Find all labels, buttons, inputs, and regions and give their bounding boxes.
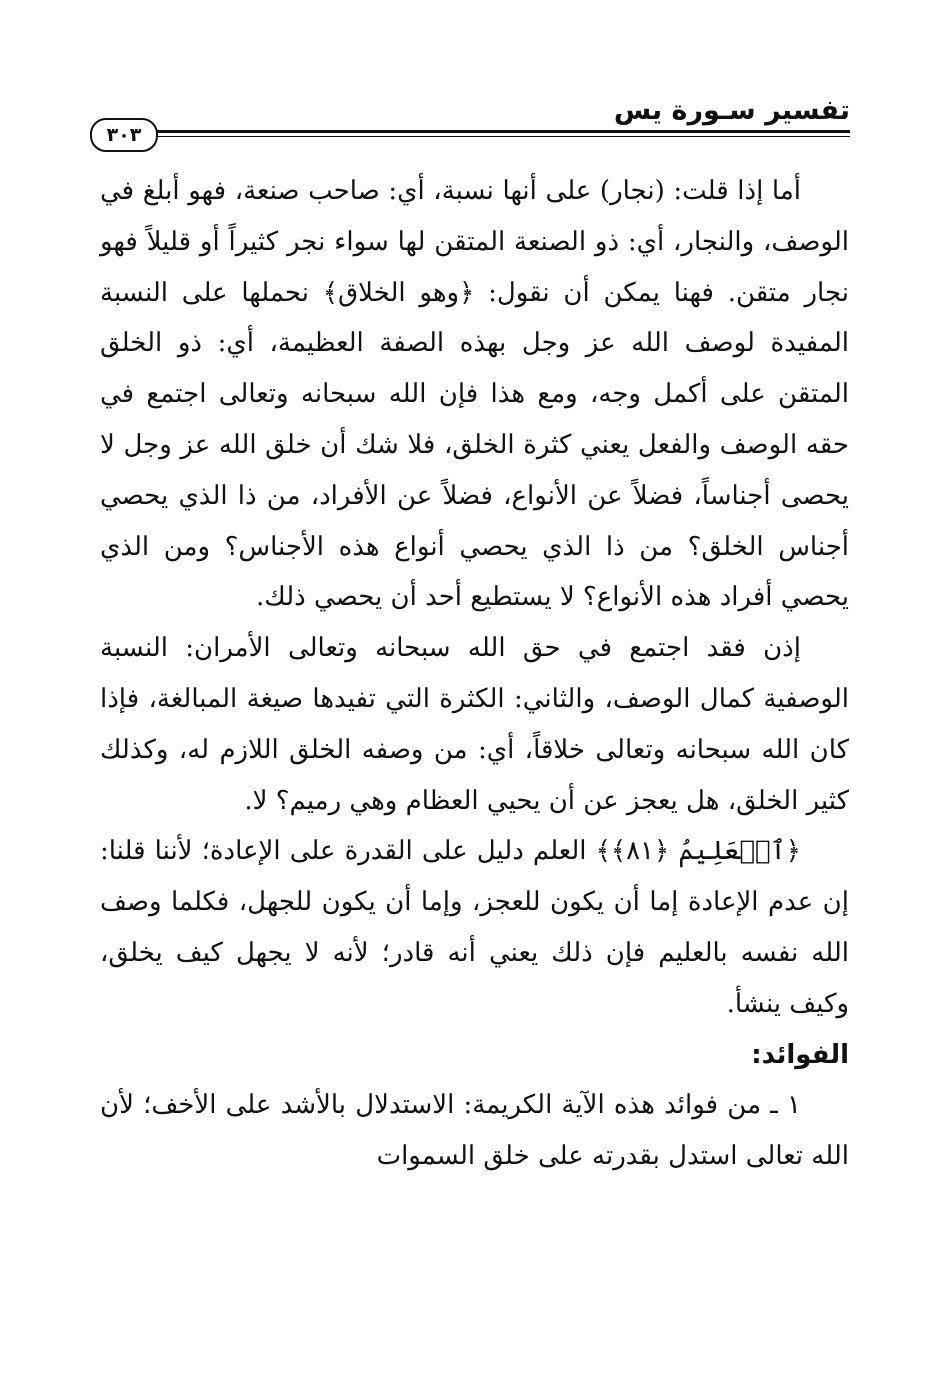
header-rule-thin (152, 136, 850, 137)
benefit-paragraph: ١ ـ من فوائد هذه الآية الكريمة: الاستدلال بالأشد على الأخف؛ لأن الله تعالى استدل بقدرته على خلق السموات (100, 1090, 849, 1172)
running-title: تفسير سـورة يس (613, 95, 850, 126)
page-header (90, 96, 850, 156)
paragraph-1: أما إذا قلت: (نجار) على أنها نسبة، أي: صاحب صنعة، فهو أبلغ في الوصف، والنجار، أي: ذو الصنعة المتقن لها سواء نجر كثيراً أو قليلاً فهو نجار متقن. فهنا يمكن أن نقول: ﴿وهو الخلاق﴾ نحملها على النسبة المفيدة لوصف الله عز وجل بهذه الصفة العظيمة، أي: ذو الخلق المتقن على أكمل وجه، ومع هذا فإن الله سبحانه وتعالى اجتمع في حقه الوصف والفعل يعني كثرة الخلق، فلا شك أن خلق الله عز وجل لا يحصى أجناساً، فضلاً عن الأنواع، فضلاً عن الأفراد، من ذا الذي يحصي أجناس الخلق؟ من ذا الذي يحصي أنواع هذه الأجناس؟ ومن الذي يحصي أفراد هذه الأنواع؟ لا يستطيع أحد أن يحصي ذلك. (100, 176, 849, 613)
paragraph-3: ﴿ٱلۡعَلِيمُ ﴿٨١﴾﴾ العلم دليل على القدرة على الإعادة؛ لأننا قلنا: إن عدم الإعادة إما أن يكون للعجز، وإما أن يكون للجهل، فكلما وصف الله نفسه بالعليم فإن ذلك يعني أنه قادر؛ لأنه لا يجهل كيف يخلق، وكيف ينشأ. (100, 836, 849, 1019)
section-heading: الفوائد: (751, 1039, 849, 1070)
page-body (100, 166, 849, 1182)
paragraph-2: إذن فقد اجتمع في حق الله سبحانه وتعالى الأمران: النسبة الوصفية كمال الوصف، والثاني: الكثرة التي تفيدها صيغة المبالغة، فإذا كان الله سبحانه وتعالى خلاقاً، أي: من وصفه الخلق اللازم له، وكذلك كثير الخلق، هل يعجز عن أن يحيي العظام وهي رميم؟ لا. (100, 633, 849, 816)
header-rule (152, 130, 850, 133)
page-number: ٣٠٣ (90, 118, 158, 152)
